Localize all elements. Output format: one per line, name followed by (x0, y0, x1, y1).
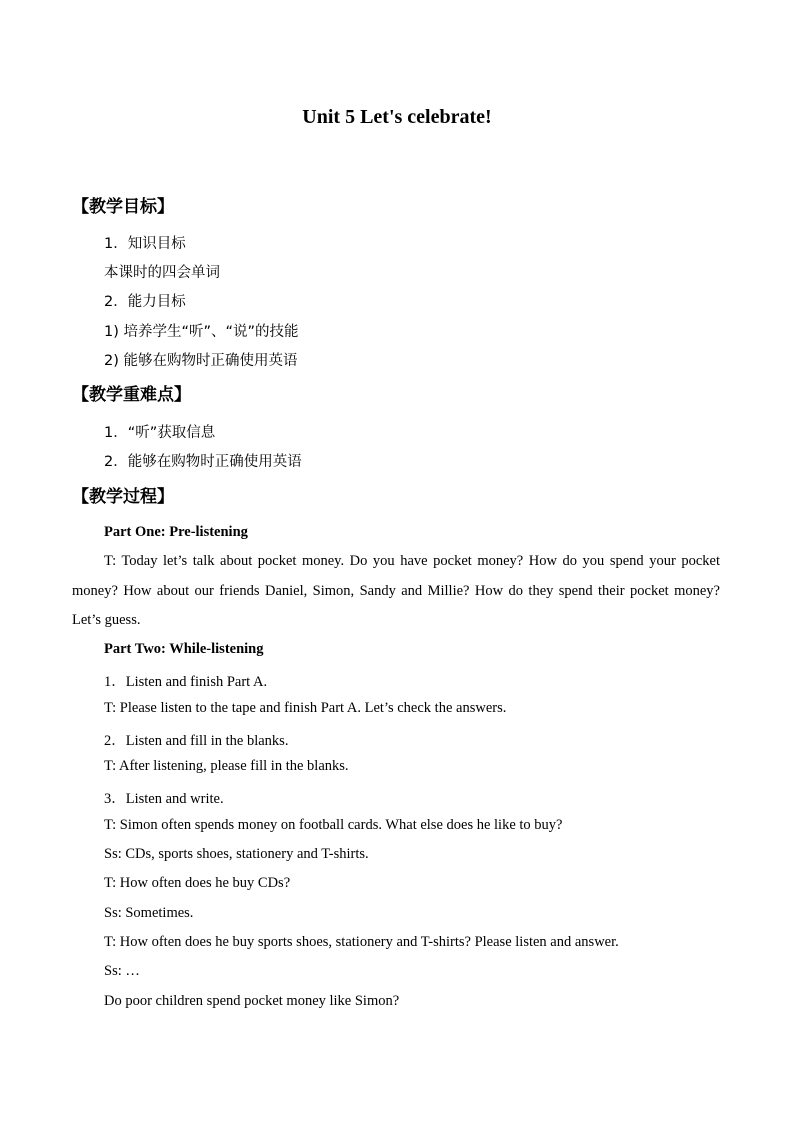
process-line: 1．Listen and finish Part A. (104, 674, 268, 690)
section-heading-key-points: 【教学重难点】 (72, 385, 191, 405)
section-heading-objectives: 【教学目标】 (72, 197, 174, 217)
process-line: 2．Listen and fill in the blanks. (104, 733, 289, 749)
objective-line: 1．知识目标 (104, 236, 186, 252)
part-one-title: Part One: Pre-listening (104, 524, 248, 540)
process-line: T: How often does he buy sports shoes, stationery and T-shirts? Please listen and answer. (104, 934, 619, 950)
objective-line: 2．能力目标 (104, 294, 186, 310)
page-title: Unit 5 Let's celebrate! (302, 106, 492, 128)
key-point-line: 1．“听”获取信息 (104, 425, 216, 441)
objective-line: 本课时的四会单词 (104, 265, 220, 281)
process-line: T: After listening, please fill in the blanks. (104, 758, 349, 774)
part-one-paragraph: T: Today let’s talk about pocket money. Do you have pocket money? How do you spend your pocket money? How about our friends Daniel, Simon, Sandy and Millie? How do they spend their pocket money? Let’s guess. (72, 553, 720, 628)
process-line: T: Please listen to the tape and finish Part A. Let’s check the answers. (104, 700, 507, 716)
process-line: Ss: … (104, 963, 140, 979)
objective-line: 2) 能够在购物时正确使用英语 (104, 353, 298, 369)
objective-line: 1) 培养学生“听”、“说”的技能 (104, 324, 299, 340)
process-line: 3．Listen and write. (104, 791, 224, 807)
key-point-line: 2．能够在购物时正确使用英语 (104, 454, 302, 470)
process-line: Ss: Sometimes. (104, 905, 194, 921)
part-two-title: Part Two: While-listening (104, 641, 264, 657)
section-heading-process: 【教学过程】 (72, 487, 174, 507)
process-line: Do poor children spend pocket money like Simon? (104, 993, 400, 1009)
process-line: T: How often does he buy CDs? (104, 875, 291, 891)
process-line: Ss: CDs, sports shoes, stationery and T-shirts. (104, 846, 369, 862)
process-line: T: Simon often spends money on football cards. What else does he like to buy? (104, 817, 563, 833)
